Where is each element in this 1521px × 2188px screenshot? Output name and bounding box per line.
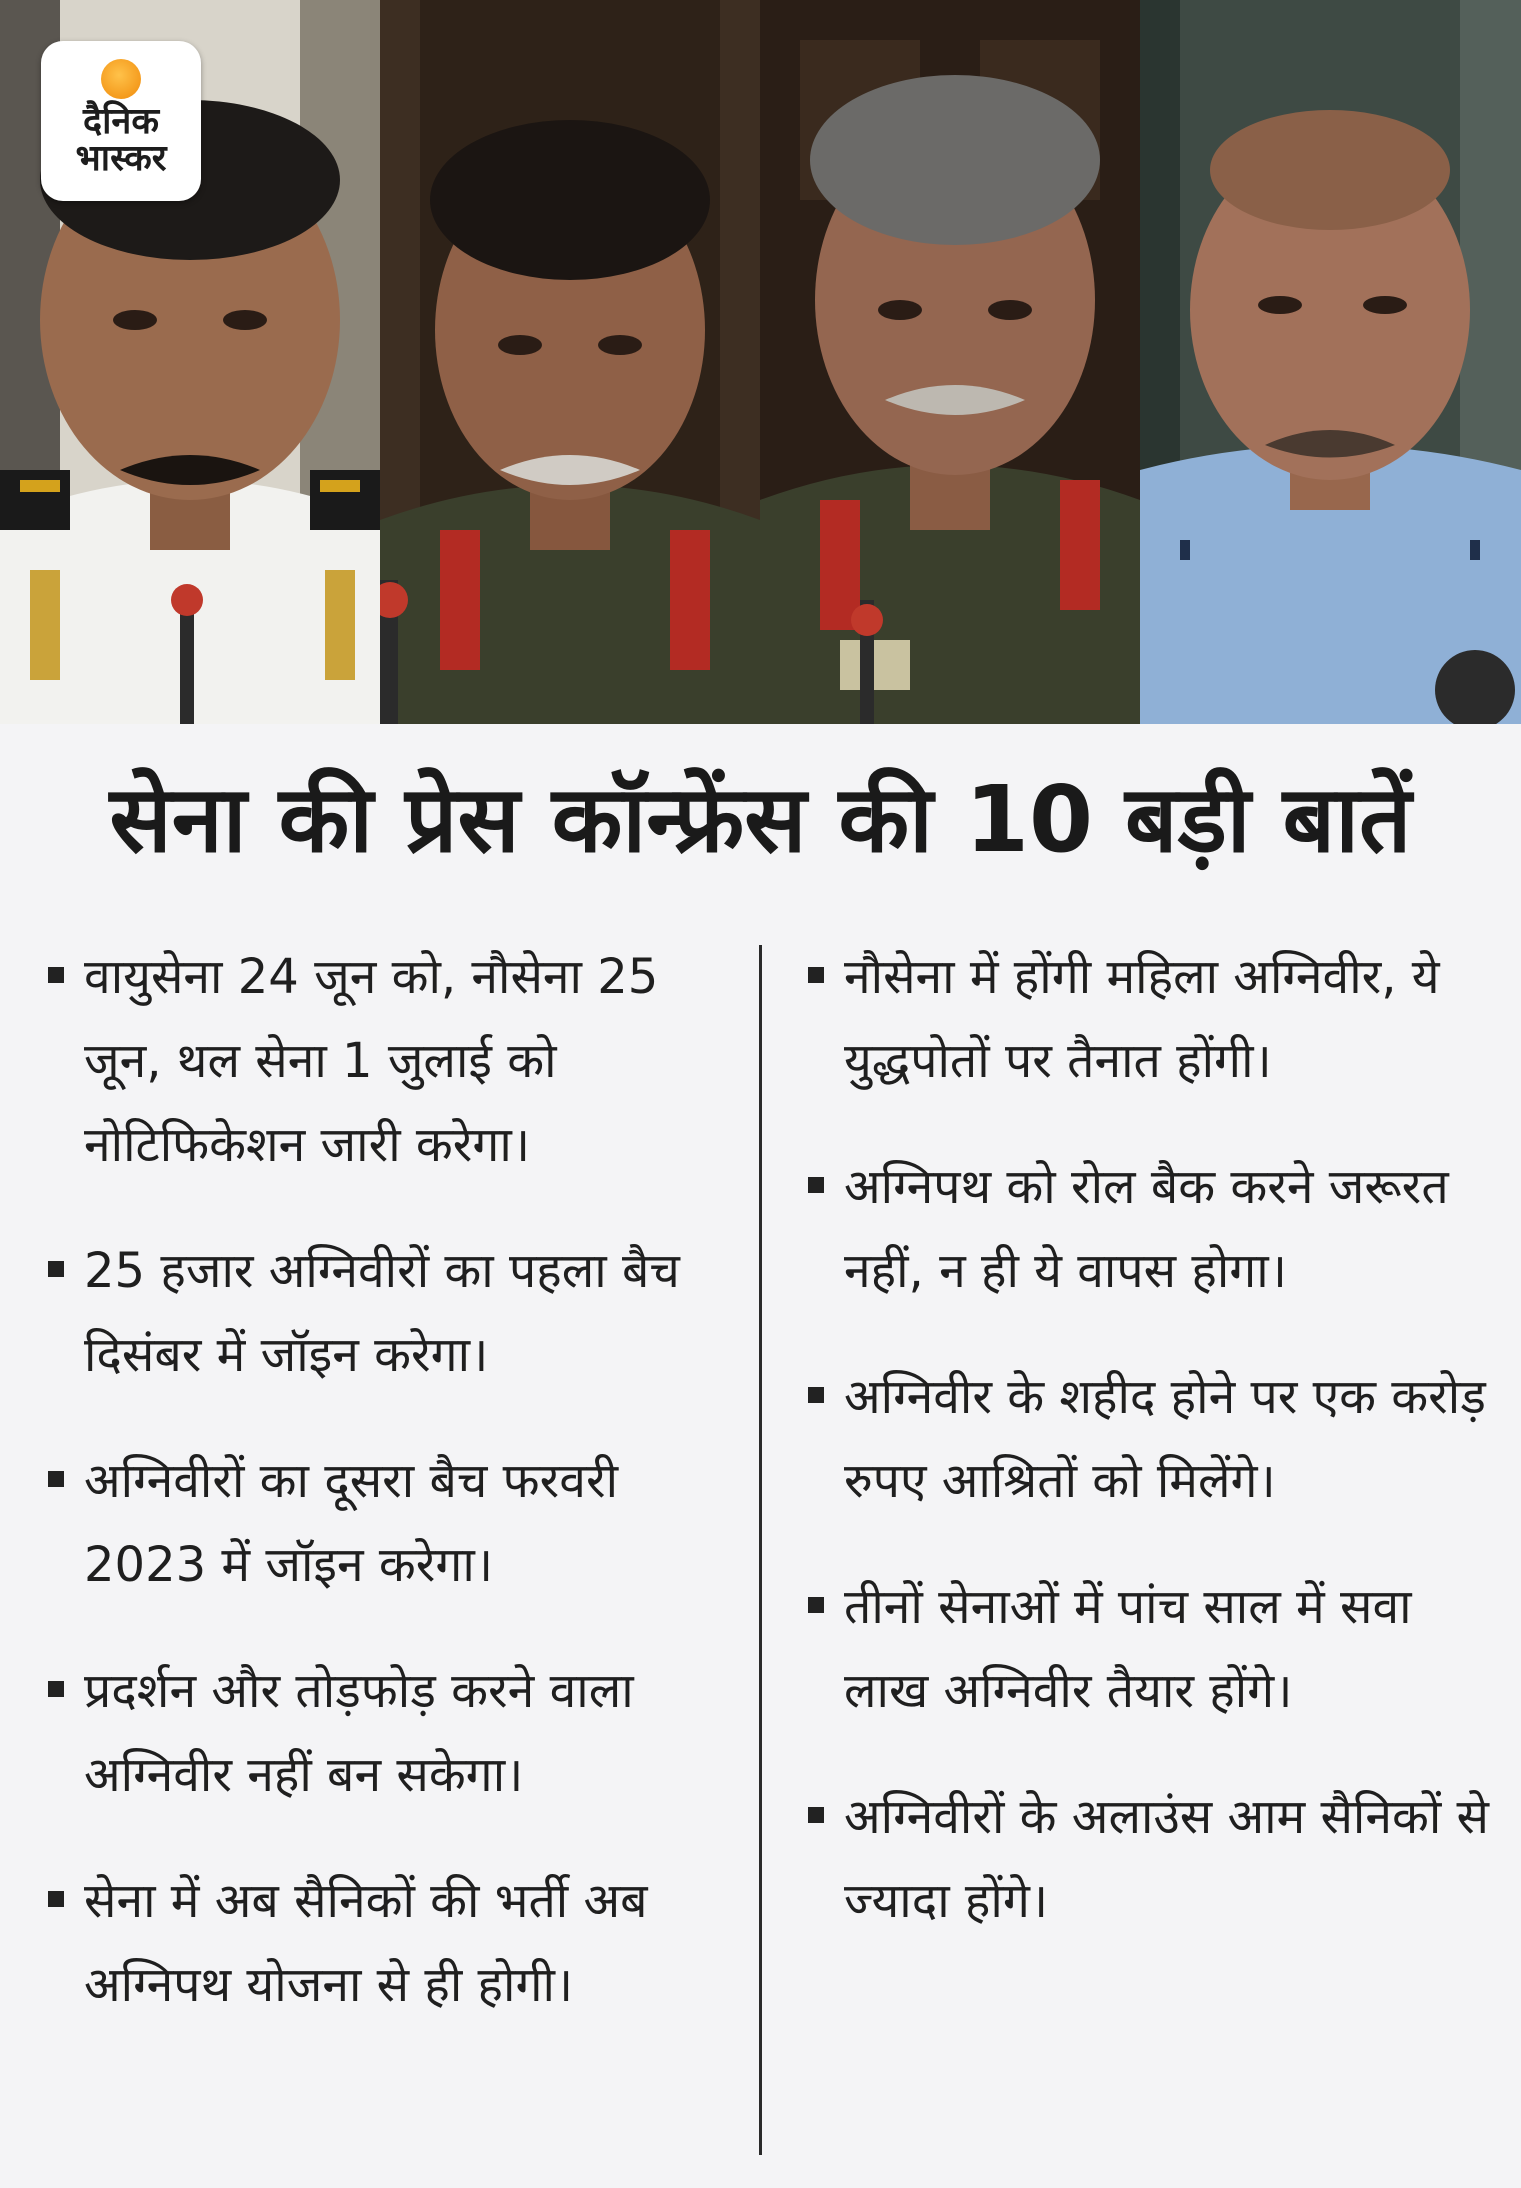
column-divider [759, 945, 762, 2155]
point-item: तीनों सेनाओं में पांच साल में सवा लाख अग्निवीर तैयार होंगे। [808, 1565, 1508, 1733]
photo-navy-officer [0, 0, 380, 724]
point-item: वायुसेना 24 जून को, नौसेना 25 जून, थल सेना 1 जुलाई को नोटिफिकेशन जारी करेगा। [48, 935, 748, 1187]
photo-strip [0, 0, 1521, 724]
point-item: अग्निवीरों के अलाउंस आम सैनिकों से ज्यादा होंगे। [808, 1775, 1508, 1943]
photo-army-officer-1 [380, 0, 760, 724]
point-item: नौसेना में होंगी महिला अग्निवीर, ये युद्धपोतों पर तैनात होंगी। [808, 935, 1508, 1103]
sun-icon [101, 59, 141, 99]
logo-line-2: भास्कर [75, 138, 167, 179]
point-item: अग्निवीरों का दूसरा बैच फरवरी 2023 में जॉइन करेगा। [48, 1439, 748, 1607]
point-item: प्रदर्शन और तोड़फोड़ करने वाला अग्निवीर नहीं बन सकेगा। [48, 1649, 748, 1817]
point-item: सेना में अब सैनिकों की भर्ती अब अग्निपथ योजना से ही होगी। [48, 1859, 748, 2027]
point-item: अग्निपथ को रोल बैक करने जरूरत नहीं, न ही ये वापस होगा। [808, 1145, 1508, 1313]
points-left-column [48, 935, 748, 2027]
photo-army-officer-2 [760, 0, 1140, 724]
headline: सेना की प्रेस कॉन्फ्रेंस की 10 बड़ी बातें [109, 766, 1412, 873]
point-item: 25 हजार अग्निवीरों का पहला बैच दिसंबर में जॉइन करेगा। [48, 1229, 748, 1397]
points-right-column [808, 935, 1508, 1985]
dainik-bhaskar-logo [41, 41, 201, 201]
photo-airforce-officer [1140, 0, 1521, 724]
point-item: अग्निवीर के शहीद होने पर एक करोड़ रुपए आश्रितों को मिलेंगे। [808, 1355, 1508, 1523]
logo-line-1: दैनिक [82, 101, 160, 142]
